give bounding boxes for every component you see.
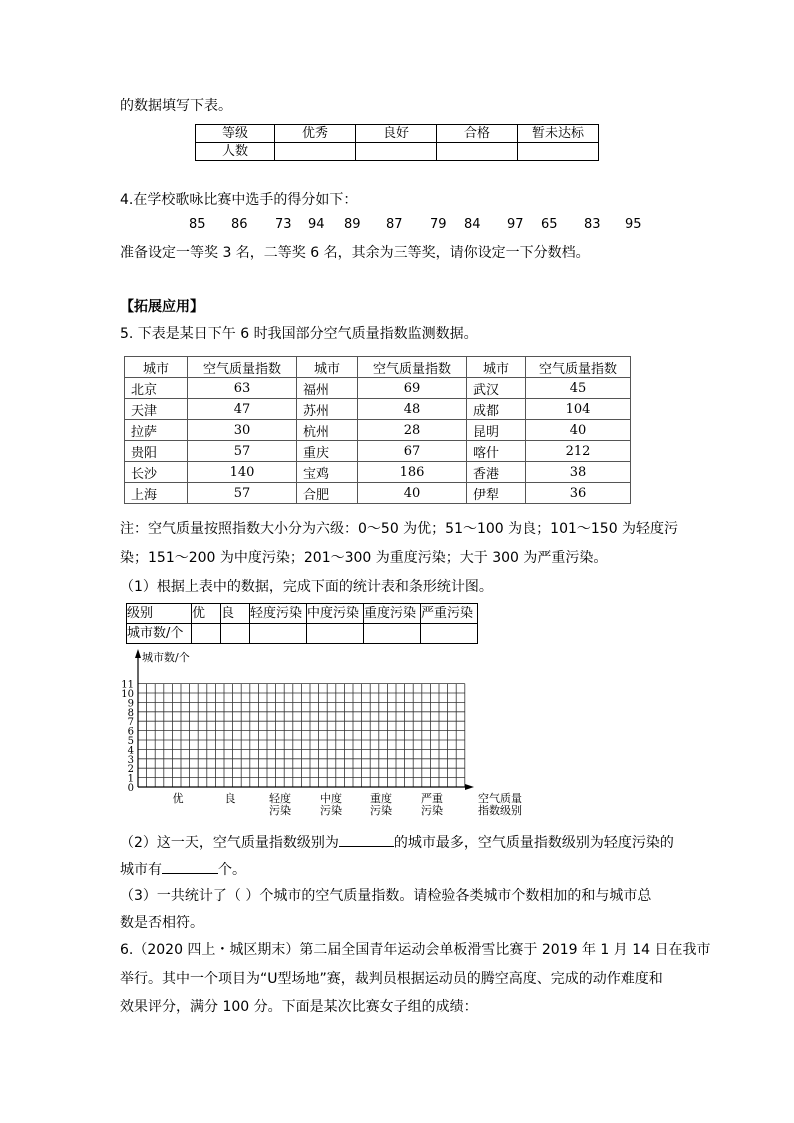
score: 65 — [541, 217, 558, 232]
aq-cell: 长沙 — [125, 462, 188, 483]
grade-table-header-row — [196, 125, 599, 143]
y-tick-label: 6 — [127, 726, 134, 738]
x-category-label: 污染 — [269, 804, 291, 817]
q5-sub2-line1 — [120, 832, 674, 853]
grade-count-input[interactable] — [518, 143, 599, 161]
aq-header-cell: 城市 — [297, 357, 358, 378]
aq-cell: 28 — [358, 420, 467, 441]
y-tick-label: 3 — [127, 754, 134, 766]
air-quality-table — [124, 356, 631, 504]
level-header-cell: 级别 — [127, 604, 192, 624]
aq-cell: 30 — [188, 420, 297, 441]
table-row — [125, 378, 631, 399]
score: 83 — [584, 217, 601, 232]
aq-cell: 67 — [358, 441, 467, 462]
aq-cell: 昆明 — [467, 420, 526, 441]
aq-cell: 贵阳 — [125, 441, 188, 462]
x-category-label: 重度 — [370, 792, 392, 805]
aq-cell: 拉萨 — [125, 420, 188, 441]
aq-header-cell: 空气质量指数 — [526, 357, 631, 378]
level-count-row — [127, 624, 478, 644]
aq-header-cell: 城市 — [467, 357, 526, 378]
aq-cell: 宝鸡 — [297, 462, 358, 483]
aq-cell: 上海 — [125, 483, 188, 504]
x-category-label: 良 — [224, 792, 236, 805]
grade-cell: 良好 — [356, 125, 437, 143]
score: 79 — [430, 217, 447, 232]
grade-count-input[interactable] — [356, 143, 437, 161]
y-tick-label: 7 — [127, 717, 134, 729]
x-category-label: 严重 — [421, 792, 443, 805]
aq-cell: 福州 — [297, 378, 358, 399]
table-row — [125, 462, 631, 483]
x-axis-label: 指数级别 — [478, 804, 522, 817]
aq-cell: 63 — [188, 378, 297, 399]
aq-cell: 186 — [358, 462, 467, 483]
aq-cell: 成都 — [467, 399, 526, 420]
level-count-input[interactable] — [307, 624, 364, 644]
level-header-cell: 轻度污染 — [250, 604, 307, 624]
grade-count-input[interactable] — [437, 143, 518, 161]
aq-cell: 北京 — [125, 378, 188, 399]
grade-cell: 暂未达标 — [518, 125, 599, 143]
level-header-cell: 重度污染 — [364, 604, 421, 624]
y-tick-label: 5 — [127, 736, 134, 747]
level-count-input[interactable] — [192, 624, 221, 644]
score: 73 — [275, 217, 292, 232]
score: 87 — [386, 217, 403, 232]
q5-sub2-text-c: 城市有 — [120, 862, 162, 878]
y-axis-arrow — [135, 649, 141, 658]
aq-cell: 38 — [526, 462, 631, 483]
aq-cell: 40 — [358, 483, 467, 504]
section-heading: 【拓展应用】 — [120, 299, 204, 315]
aq-cell: 57 — [188, 483, 297, 504]
aq-header-row — [125, 357, 631, 378]
aq-header-cell: 空气质量指数 — [358, 357, 467, 378]
x-category-label: 污染 — [421, 804, 443, 817]
aq-cell: 40 — [526, 420, 631, 441]
q5-sub1: （1）根据上表中的数据，完成下面的统计表和条形统计图。 — [120, 579, 493, 595]
level-count-input[interactable] — [250, 624, 307, 644]
q5-sub2-text-d: 个。 — [218, 862, 246, 878]
aq-header-cell: 城市 — [125, 357, 188, 378]
q5-note-line2: 染；151～200 为中度污染；201～300 为重度污染；大于 300 为严重污染。 — [120, 550, 608, 566]
x-axis-arrow — [465, 784, 474, 790]
grade-cell: 合格 — [437, 125, 518, 143]
blank-most-level[interactable] — [339, 832, 394, 847]
score: 84 — [464, 217, 481, 232]
score: 89 — [344, 217, 361, 232]
aq-cell: 104 — [526, 399, 631, 420]
y-tick-label: 11 — [121, 679, 134, 691]
aq-cell: 69 — [358, 378, 467, 399]
y-tick-label: 8 — [127, 707, 134, 719]
y-tick-label: 10 — [121, 689, 134, 700]
x-category-label: 污染 — [320, 804, 342, 817]
level-count-input[interactable] — [421, 624, 478, 644]
score: 97 — [507, 217, 524, 232]
q4-text: 准备设定一等奖 3 名，二等奖 6 名，其余为三等奖，请你设定一下分数档。 — [120, 245, 590, 261]
q5-sub3-line1: （3）一共统计了（ ）个城市的空气质量指数。请检验各类城市个数相加的和与城市总 — [120, 888, 652, 904]
aq-cell: 140 — [188, 462, 297, 483]
table-row — [125, 420, 631, 441]
x-category-label: 轻度 — [269, 792, 291, 805]
level-header-row — [127, 604, 478, 624]
grade-cell: 等级 — [196, 125, 275, 143]
score: 95 — [625, 217, 642, 232]
intro-line: 的数据填写下表。 — [120, 98, 232, 114]
level-count-label: 城市数/个 — [127, 624, 192, 644]
aq-cell: 苏州 — [297, 399, 358, 420]
y-tick-label: 1 — [127, 773, 134, 785]
grade-table — [195, 124, 599, 161]
aq-cell: 212 — [526, 441, 631, 462]
score: 85 — [189, 217, 206, 232]
y-tick-label: 0 — [127, 783, 134, 794]
x-category-label: 优 — [172, 792, 184, 805]
aq-cell: 伊犁 — [467, 483, 526, 504]
q6-line2: 举行。其中一个项目为“U型场地”赛，裁判员根据运动员的腾空高度、完成的动作难度和 — [120, 971, 663, 987]
aq-cell: 喀什 — [467, 441, 526, 462]
q5-note-line1: 注：空气质量按照指数大小分为六级：0～50 为优；51～100 为良；101～150 为轻度污 — [120, 521, 679, 537]
table-row — [125, 483, 631, 504]
aq-cell: 57 — [188, 441, 297, 462]
x-category-label: 中度 — [320, 792, 342, 805]
y-tick-label: 9 — [127, 698, 134, 710]
level-count-input[interactable] — [221, 624, 250, 644]
level-table — [126, 603, 478, 644]
grade-count-input[interactable] — [275, 143, 356, 161]
x-axis-label: 空气质量 — [478, 792, 522, 805]
q4-title: 4.在学校歌咏比赛中选手的得分如下： — [120, 192, 358, 208]
q5-sub3-line2: 数是否相符。 — [120, 915, 204, 931]
blank-light-count[interactable] — [162, 859, 218, 874]
q5-sub2-text-a: （2）这一天，空气质量指数级别为 — [120, 835, 339, 851]
level-count-input[interactable] — [364, 624, 421, 644]
aq-cell: 48 — [358, 399, 467, 420]
aq-cell: 合肥 — [297, 483, 358, 504]
level-header-cell: 良 — [221, 604, 250, 624]
grade-table-count-row — [196, 143, 599, 161]
y-tick-label: 2 — [127, 764, 134, 776]
aq-cell: 45 — [526, 378, 631, 399]
level-header-cell: 严重污染 — [421, 604, 478, 624]
aq-cell: 47 — [188, 399, 297, 420]
score: 86 — [231, 217, 248, 232]
x-category-label: 污染 — [370, 804, 392, 817]
q5-sub2-line2 — [120, 859, 246, 880]
q6-line3: 效果评分，满分 100 分。下面是某次比赛女子组的成绩： — [120, 999, 478, 1015]
table-row — [125, 399, 631, 420]
table-row — [125, 441, 631, 462]
aq-cell: 武汉 — [467, 378, 526, 399]
y-axis-label: 城市数/个 — [142, 651, 190, 664]
aq-header-cell: 空气质量指数 — [188, 357, 297, 378]
aq-cell: 36 — [526, 483, 631, 504]
level-header-cell: 优 — [192, 604, 221, 624]
aq-cell: 天津 — [125, 399, 188, 420]
aq-cell: 香港 — [467, 462, 526, 483]
score: 94 — [308, 217, 325, 232]
q5-title: 5. 下表是某日下午 6 时我国部分空气质量指数监测数据。 — [120, 326, 478, 342]
aq-cell: 重庆 — [297, 441, 358, 462]
y-tick-label: 4 — [127, 745, 134, 757]
grade-cell: 优秀 — [275, 125, 356, 143]
q6-line1: 6.（2020 四上・城区期末）第二届全国青年运动会单板滑雪比赛于 2019 年 1 月 14 日在我市 — [120, 942, 711, 958]
aq-cell: 杭州 — [297, 420, 358, 441]
level-header-cell: 中度污染 — [307, 604, 364, 624]
bar-chart — [118, 646, 538, 824]
grade-count-label: 人数 — [196, 143, 275, 161]
q5-sub2-text-b: 的城市最多，空气质量指数级别为轻度污染的 — [393, 835, 674, 851]
